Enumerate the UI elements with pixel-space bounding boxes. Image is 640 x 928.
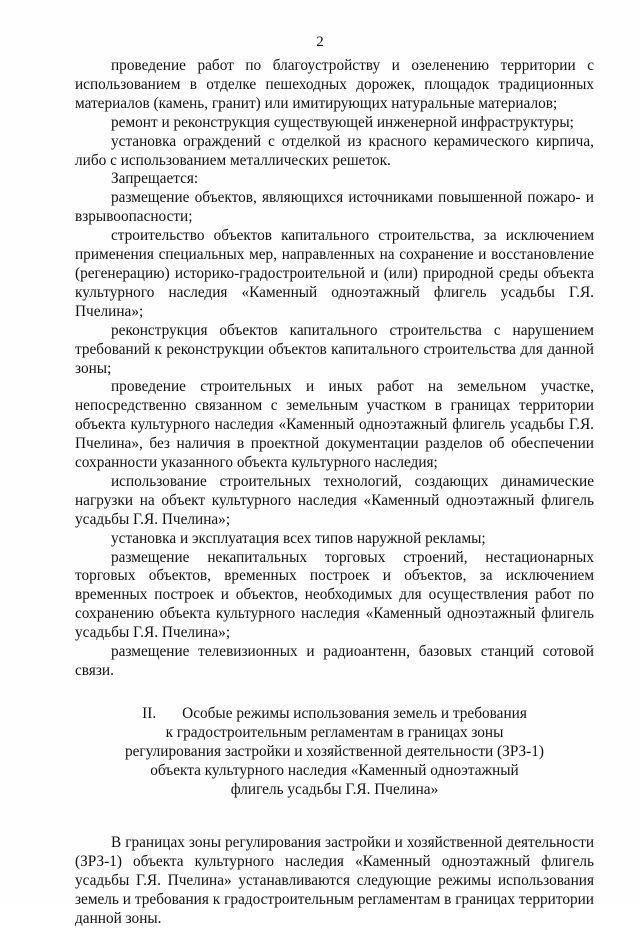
section-heading	[75, 704, 594, 799]
paragraph-reconstruction: реконструкция объектов капитального строительства с нарушением требований к реконструкции объектов капитального строительства для данной зоны;	[75, 321, 594, 377]
section-heading-line-1	[75, 704, 594, 723]
section-title-line-5: флигель усадьбы Г.Я. Пчелина»	[230, 780, 439, 798]
prohibited-heading: Запрещается:	[111, 170, 199, 188]
document-body	[75, 57, 594, 928]
paragraph-temporary-structures: размещение некапитальных торговых строений, нестационарных торговых объектов, временных построек и объектов, за исключением временных построек и объектов, необходимых для осуществления работ по сохранению объекта культурного наследия «Каменный одноэтажный флигель усадьбы Г.Я. Пчелина»;	[75, 548, 594, 642]
paragraph-infrastructure-repair: ремонт и реконструкция существующей инженерной инфраструктуры;	[111, 113, 574, 131]
paragraph-outdoor-advertising: установка и эксплуатация всех типов наружной рекламы;	[111, 529, 486, 547]
paragraph-dynamic-loads: использование строительных технологий, создающих динамические нагрузки на объект культурного наследия «Каменный одноэтажный флигель усадьбы Г.Я. Пчелина»;	[75, 472, 594, 528]
section-title-line-1: Особые режимы использования земель и требования	[182, 704, 527, 722]
section-title-line-4: объекта культурного наследия «Каменный одноэтажный	[150, 761, 519, 779]
paragraph-land-works: проведение строительных и иных работ на земельном участке, непосредственно связанном с земельным участком в границах территории объекта культурного наследия «Каменный одноэтажный флигель усадьбы Г.Я. Пчелина», без наличия в проектной документации разделов об обеспечении сохранности указанного объекта культурного наследия;	[75, 378, 594, 472]
paragraph-fencing: установка ограждений с отделкой из красного керамического кирпича, либо с использованием металлических решеток.	[75, 132, 594, 169]
paragraph-antennas: размещение телевизионных и радиоантенн, базовых станций сотовой связи.	[75, 643, 594, 679]
section-title-line-2: к градостроительным регламентам в границах зоны	[165, 723, 504, 741]
paragraph-capital-construction: строительство объектов капитального строительства, за исключением применения специальных мер, направленных на сохранение и восстановление (регенерацию) историко-градостроительной и (или) природной среды объекта культурного наследия «Каменный одноэтажный флигель усадьбы Г.Я. Пчелина»;	[75, 227, 594, 320]
section-number: II.	[142, 704, 157, 722]
paragraph-landscaping: проведение работ по благоустройству и озеленению территории с использованием в отделке пешеходных дорожек, площадок традиционных материалов (камень, гранит) или имитирующих натуральные материалов;	[75, 57, 594, 112]
closing-paragraph: В границах зоны регулирования застройки и хозяйственной деятельности (ЗРЗ-1) объекта культурного наследия «Каменный одноэтажный флигель усадьбы Г.Я. Пчелина» устанавливаются следующие режимы использования земель и требования к градостроительным регламентам в границах территории данной зоны.	[75, 833, 594, 927]
page-number: 2	[316, 34, 324, 50]
paragraph-fire-hazard: размещение объектов, являющихся источниками повышенной пожаро- и взрывоопасности;	[75, 189, 594, 226]
section-title-line-3: регулирования застройки и хозяйственной деятельности (ЗРЗ-1)	[124, 742, 545, 760]
